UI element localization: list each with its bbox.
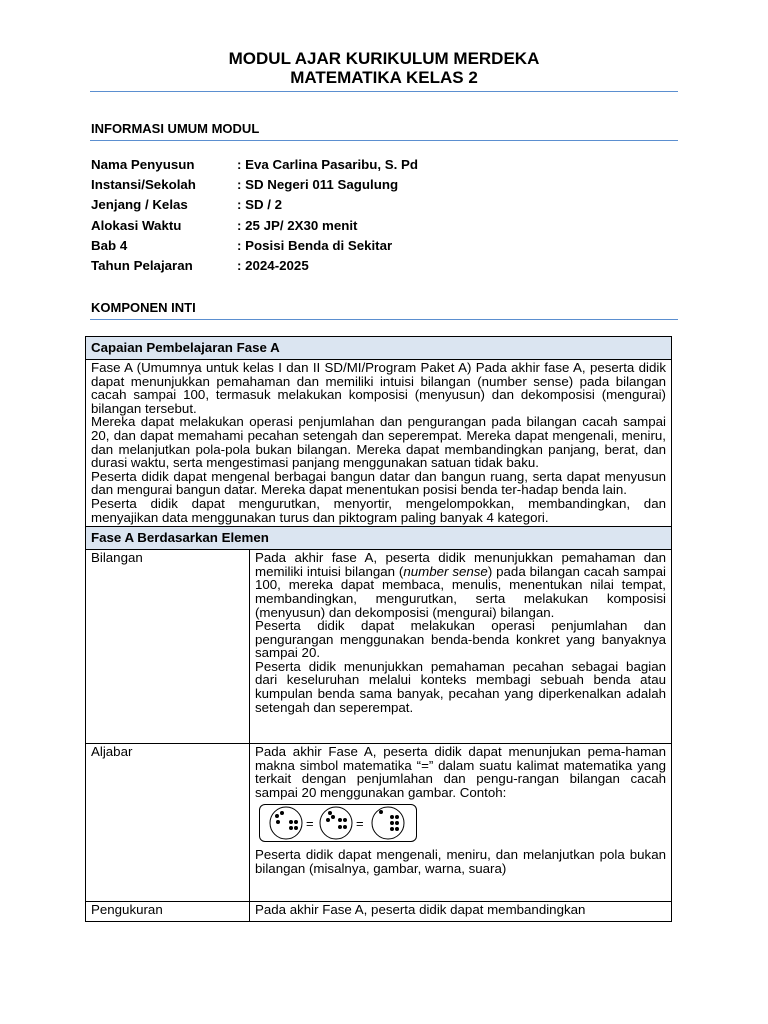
title-line-1: MODUL AJAR KURIKULUM MERDEKA: [228, 49, 540, 68]
info-label: Alokasi Waktu: [91, 217, 182, 233]
komponen-inti-heading: KOMPONEN INTI: [91, 300, 196, 315]
cp-paragraph: Fase A (Umumnya untuk kelas I dan II SD/MI/Program Paket A) Pada akhir fase A, peserta didik dapat menunjukkan pemahaman dan memiliki intuisi bilangan (number sense) pada bilangan cacah sampai 100, termasuk melakukan komposisi (menyusun) dan dekomposisi (mengurai) bilangan tersebut.: [91, 360, 666, 416]
cp-paragraph: Peserta didik dapat mengenal berbagai bangun datar dan bangun ruang, serta dapat menyusun dan mengurai bangun datar. Mereka dapat menentukan posisi benda ter-hadap benda lain.: [91, 468, 666, 498]
bilangan-paragraph-3: Peserta didik menunjukkan pemahaman pecahan sebagai bagian dari keseluruhan melalui konteks membagi sebuah benda atau kumpulan benda sama banyak, pecahan yang diperkenalkan adalah setengah dan seperempat.: [255, 658, 666, 715]
info-row: [91, 195, 651, 215]
info-row: [91, 236, 651, 256]
info-row: [91, 155, 651, 175]
info-value: : Eva Carlina Pasaribu, S. Pd: [237, 157, 419, 172]
dot: [326, 818, 330, 822]
info-label: Nama Penyusun: [91, 157, 195, 172]
dots-equation-illustration: [264, 805, 412, 841]
elemen-row-pengukuran: [86, 902, 672, 922]
elemen-name: Bilangan: [86, 550, 250, 744]
text-segment: Pada akhir fase A, peserta didik menunjukkan pemahaman dan memiliki intuisi bilangan (: [255, 550, 666, 579]
dot: [379, 810, 383, 814]
dot: [338, 818, 342, 822]
info-label: Instansi/Sekolah: [91, 177, 196, 193]
title-line-2: MATEMATIKA KELAS 2: [290, 68, 478, 87]
elemen-name: Aljabar: [86, 744, 250, 902]
equals-sign: =: [356, 815, 364, 831]
elemen-row-bilangan: [86, 550, 672, 744]
bilangan-paragraph-1: [255, 551, 666, 619]
dot: [289, 826, 293, 830]
dot: [275, 814, 279, 818]
elemen-name: Pengukuran: [86, 902, 250, 922]
info-value: : SD Negeri 011 Sagulung: [237, 177, 399, 193]
cp-body-row: [86, 360, 672, 527]
equals-sign: =: [306, 815, 314, 831]
komponen-inti-table: [85, 336, 672, 922]
info-row: [91, 216, 651, 236]
dot: [395, 815, 399, 819]
dot: [294, 820, 298, 824]
bilangan-paragraph-2: Peserta didik dapat melakukan operasi penjumlahan dan pengurangan menggunakan benda-benda konkret yang banyaknya sampai 20.: [255, 618, 666, 661]
info-value: : 25 JP/ 2X30 menit: [237, 217, 358, 233]
document-title: [0, 49, 768, 87]
info-label: Bab 4: [91, 237, 128, 253]
dot: [328, 811, 332, 815]
group-circle: [320, 807, 352, 839]
elemen-heading-row: [86, 527, 672, 550]
dot: [395, 827, 399, 831]
info-label: Jenjang / Kelas: [91, 197, 188, 213]
info-value: : 2024-2025: [237, 257, 309, 273]
dot: [280, 811, 284, 815]
dot: [390, 815, 394, 819]
title-divider: [90, 91, 678, 92]
elemen-description: [250, 902, 672, 922]
elemen-heading: Fase A Berdasarkan Elemen: [86, 527, 672, 550]
dot: [395, 821, 399, 825]
text-segment: ) pada bilangan cacah sampai 100, mereka dapat membaca, menulis, menentukan nilai tempat, membandingkan, mengurutkan, serta melakukan komposisi (menyusun) dan dekomposisi (mengurai) bilangan.: [255, 563, 666, 620]
komponen-inti-divider: [90, 319, 678, 320]
dot: [390, 827, 394, 831]
dot: [294, 826, 298, 830]
dot: [338, 825, 342, 829]
cp-heading: Capaian Pembelajaran Fase A: [86, 337, 672, 360]
dot: [343, 825, 347, 829]
cp-paragraph: Peserta didik dapat mengurutkan, menyortir, mengelompokkan, membandingkan, dan menyajikan data menggunakan turus dan piktogram paling banyak 4 kategori.: [91, 495, 666, 525]
italic-term: number sense: [403, 563, 488, 579]
dot: [331, 815, 335, 819]
dot: [390, 821, 394, 825]
info-umum-divider: [90, 140, 678, 141]
dot: [289, 820, 293, 824]
cp-paragraph: Mereka dapat melakukan operasi penjumlahan dan pengurangan pada bilangan cacah sampai 20, dan dapat memahami pecahan setengah dan seperempat. Mereka dapat mengenali, meniru, dan melanjutkan pola-pola bukan bilangan. Mereka dapat membandingkan panjang, berat, dan durasi waktu, serta mengestimasi panjang menggunakan satuan tidak baku.: [91, 414, 666, 471]
elemen-row-aljabar: [86, 744, 672, 902]
info-row: [91, 175, 651, 195]
info-row: [91, 256, 651, 276]
aljabar-paragraph-2: Peserta didik dapat mengenali, meniru, dan melanjutkan pola bukan bilangan (misalnya, gambar, warna, suara): [255, 847, 666, 876]
dot: [276, 820, 280, 824]
cp-heading-row: [86, 337, 672, 360]
elemen-description: [250, 550, 672, 744]
pengukuran-paragraph-1: Pada akhir Fase A, peserta didik dapat membandingkan: [255, 902, 586, 918]
info-value: : Posisi Benda di Sekitar: [237, 237, 393, 253]
elemen-description: [250, 744, 672, 902]
dot: [343, 818, 347, 822]
info-label: Tahun Pelajaran: [91, 257, 193, 273]
cp-body: [86, 360, 672, 527]
dots-equation-figure: [259, 804, 417, 842]
info-value: : SD / 2: [237, 197, 283, 213]
aljabar-paragraph-1: Pada akhir Fase A, peserta didik dapat menunjukan pema-haman makna simbol matematika “=” dalam suatu kalimat matematika yang terkait dengan penjumlahan dan pengu-rangan bilangan cacah sampai 20 menggunakan gambar. Contoh:: [255, 744, 666, 800]
group-circle: [372, 807, 404, 839]
info-umum-list: [91, 155, 651, 276]
info-umum-heading: INFORMASI UMUM MODUL: [91, 121, 260, 136]
